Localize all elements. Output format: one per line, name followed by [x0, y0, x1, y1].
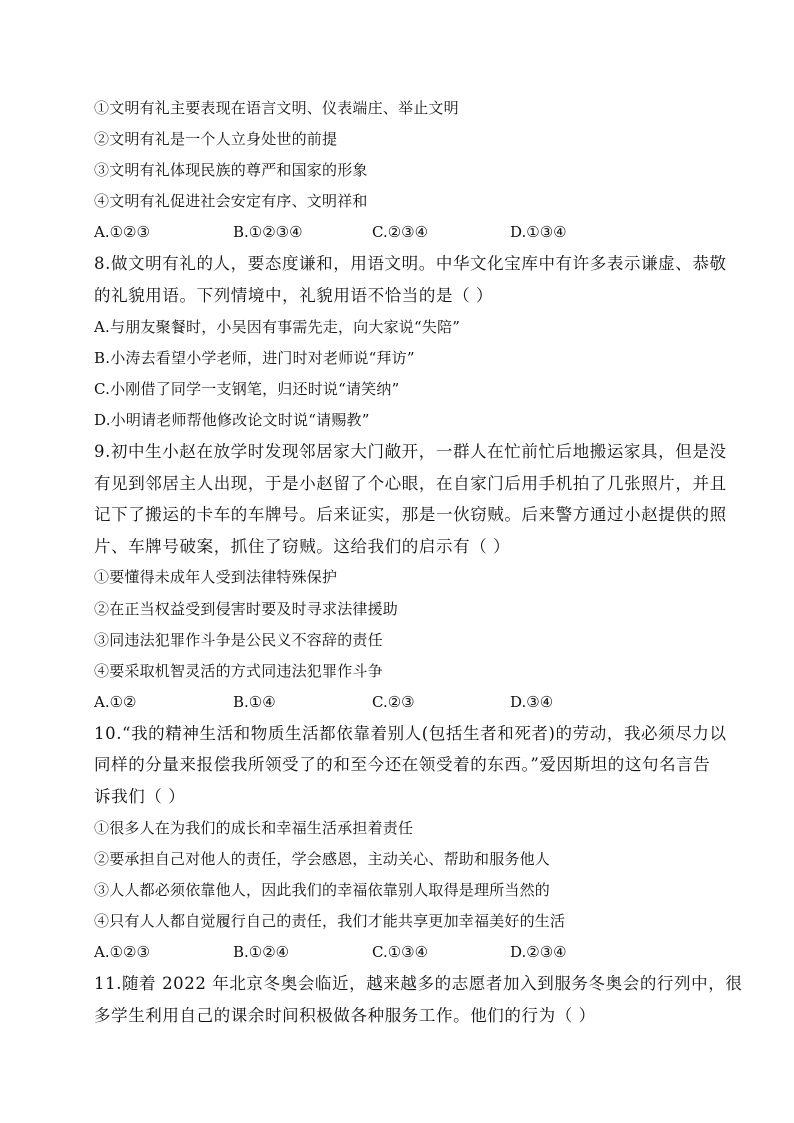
option-b[interactable]: B.①②③④	[233, 223, 303, 242]
question-stem-line: 记下了搬运的卡车的车牌号。后来证实，那是一伙窃贼。后来警方通过小赵提供的照	[94, 505, 727, 525]
option-c[interactable]: C.①③④	[372, 943, 429, 962]
option-c[interactable]: C.②③	[372, 692, 415, 711]
question-9	[94, 436, 727, 718]
statement-4: ④要采取机智灵活的方式同违法犯罪作斗争	[94, 661, 383, 680]
answer-options	[94, 687, 704, 718]
statement-4: ④文明有礼促进社会安定有序、文明祥和	[94, 192, 368, 211]
option-d[interactable]: D.①③④	[510, 223, 567, 242]
question-stem-line: 诉我们（ ）	[94, 787, 186, 807]
question-11	[94, 968, 743, 1031]
option-c[interactable]: C.②③④	[372, 223, 429, 242]
question-stem-line: 片、车牌号破案，抓住了窃贼。这给我们的启示有（ ）	[94, 536, 511, 556]
statement-1: ①很多人在为我们的成长和幸福生活承担着责任	[94, 818, 414, 837]
answer-options	[94, 217, 704, 248]
option-d[interactable]: D.③④	[510, 692, 554, 711]
question-stem-line: 9.初中生小赵在放学时发现邻居家大门敞开，一群人在忙前忙后地搬运家具，但是没	[94, 442, 727, 462]
choice-b[interactable]: B.小涛去看望小学老师，进门时对老师说“拜访”	[94, 348, 415, 367]
question-stem-line: 多学生利用自己的课余时间积极做各种服务工作。他们的行为（ ）	[94, 1005, 596, 1025]
option-b[interactable]: B.①②④	[233, 943, 290, 962]
option-a[interactable]: A.①②③	[94, 223, 150, 242]
statement-3: ③人人都必须依靠他人，因此我们的幸福依靠别人取得是理所当然的	[94, 880, 551, 899]
choice-d[interactable]: D.小明请老师帮他修改论文时说“请赐教”	[94, 410, 370, 429]
question-10	[94, 718, 727, 968]
option-b[interactable]: B.①④	[233, 692, 276, 711]
question-7	[94, 93, 704, 248]
statement-2: ②在正当权益受到侵害时要及时寻求法律援助	[94, 599, 399, 618]
question-stem-line: 11.随着 2022 年北京冬奥会临近，越来越多的志愿者加入到服务冬奥会的行列中，很	[94, 974, 743, 994]
choice-c[interactable]: C.小刚借了同学一支钢笔，归还时说“请笑纳”	[94, 379, 400, 398]
option-a[interactable]: A.①②	[94, 692, 137, 711]
statement-3: ③同违法犯罪作斗争是公民义不容辞的责任	[94, 630, 383, 649]
option-a[interactable]: A.①②③	[94, 943, 150, 962]
statement-3: ③文明有礼体现民族的尊严和国家的形象	[94, 161, 368, 180]
question-stem-line: 有见到邻居主人出现，于是小赵留了个心眼，在自家门后用手机拍了几张照片，并且	[94, 473, 727, 493]
question-stem-line: 同样的分量来报偿我所领受了的和至今还在领受着的东西。”爱因斯坦的这句名言告	[94, 755, 711, 775]
question-stem-line: 的礼貌用语。下列情境中，礼貌用语不恰当的是（ ）	[94, 286, 494, 306]
statement-1: ①文明有礼主要表现在语言文明、仪表端庄、举止文明	[94, 99, 459, 117]
choice-a[interactable]: A.与朋友聚餐时，小吴因有事需先走，向大家说“失陪”	[94, 317, 461, 336]
statement-4: ④只有人人都自觉履行自己的责任，我们才能共享更加幸福美好的生活	[94, 911, 566, 930]
question-8	[94, 248, 727, 436]
statement-2: ②要承担自己对他人的责任，学会感恩，主动关心、帮助和服务他人	[94, 849, 551, 868]
statement-1: ①要懂得未成年人受到法律特殊保护	[94, 568, 338, 587]
question-stem-line: 8.做文明有礼的人，要态度谦和，用语文明。中华文化宝库中有许多表示谦虚、恭敬	[94, 254, 727, 274]
option-d[interactable]: D.②③④	[510, 943, 567, 962]
statement-2: ②文明有礼是一个人立身处世的前提	[94, 130, 338, 149]
exam-page	[94, 93, 743, 1031]
answer-options	[94, 937, 704, 968]
question-stem-line: 10.“我的精神生活和物质生活都依靠着别人(包括生者和死者)的劳动，我必须尽力以	[94, 723, 727, 743]
